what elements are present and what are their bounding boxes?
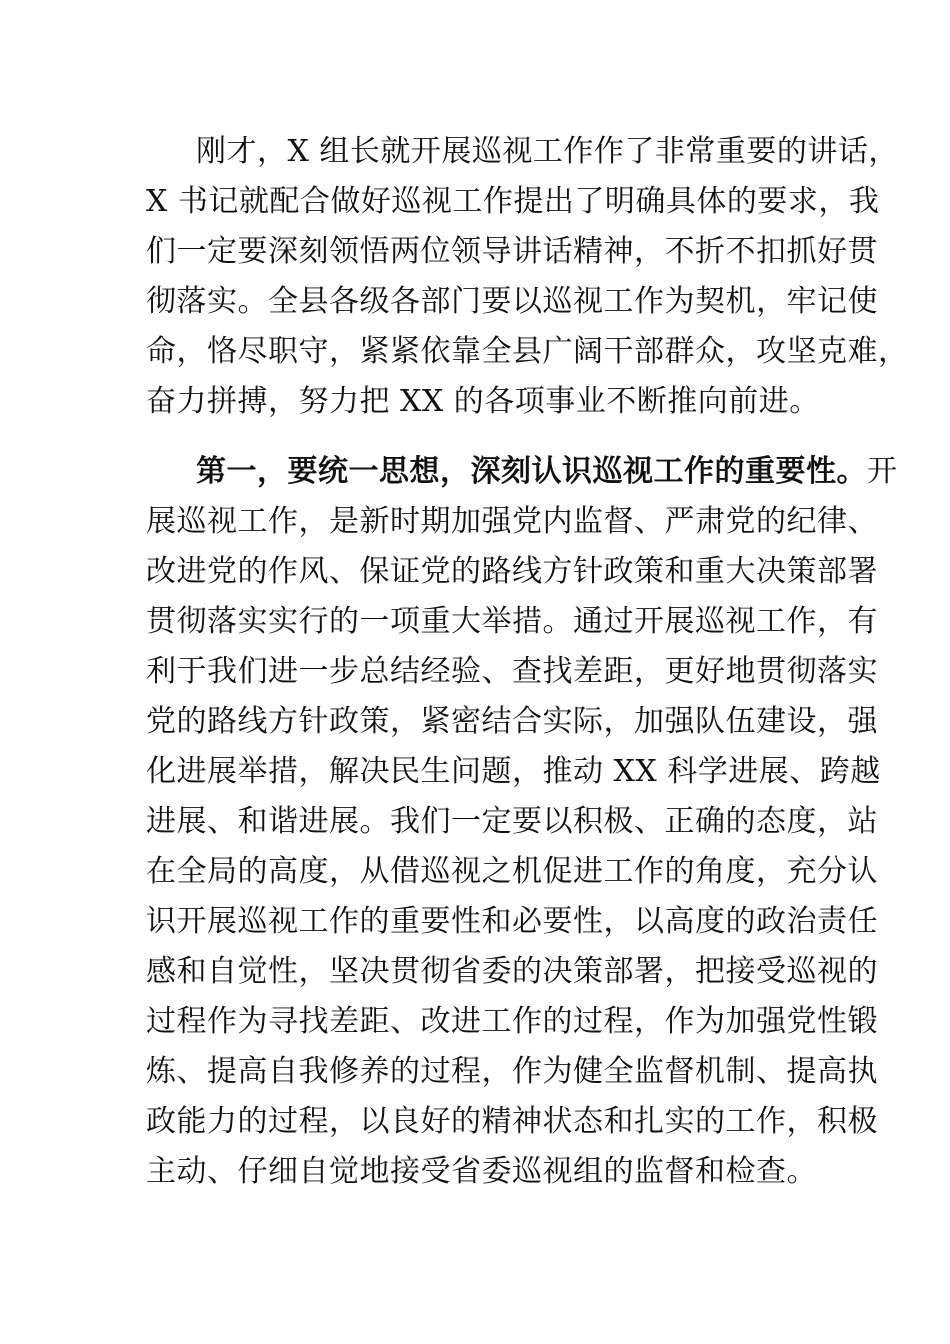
text-line: 政能力的过程，以良好的精神状态和扎实的工作，积极 (146, 1104, 878, 1139)
text-line: 彻落实。全县各级各部门要以巡视工作为契机，牢记使 (146, 284, 878, 319)
text-line: 感和自觉性，坚决贯彻省委的决策部署，把接受巡视的 (146, 954, 878, 989)
text-line: 贯彻落实实行的一项重大举措。通过开展巡视工作，有 (146, 604, 878, 639)
text-line: 进展、和谐进展。我们一定要以积极、正确的态度，站 (146, 804, 878, 839)
text-line: X 书记就配合做好巡视工作提出了明确具体的要求，我 (146, 184, 880, 219)
text-line: 刚才，X 组长就开展巡视工作作了非常重要的讲话， (196, 134, 899, 169)
text-line: 展巡视工作，是新时期加强党内监督、严肃党的纪律、 (146, 504, 878, 539)
section-heading: 第一，要统一思想，深刻认识巡视工作的重要性。 (196, 454, 867, 489)
text-line: 奋力拼搏，努力把 XX 的各项事业不断推向前进。 (146, 384, 820, 419)
text-line: 炼、提高自我修养的过程，作为健全监督机制、提高执 (146, 1054, 878, 1089)
text-line: 过程作为寻找差距、改进工作的过程，作为加强党性锻 (146, 1004, 878, 1039)
text-line: 们一定要深刻领悟两位领导讲话精神，不折不扣抓好贯 (146, 234, 878, 269)
text-line: 主动、仔细自觉地接受省委巡视组的监督和检查。 (146, 1154, 817, 1189)
text-line (196, 452, 896, 492)
text-line: 利于我们进一步总结经验、查找差距，更好地贯彻落实 (146, 654, 878, 689)
text-line: 在全局的高度，从借巡视之机促进工作的角度，充分认 (146, 854, 878, 889)
text-line: 党的路线方针政策，紧密结合实际，加强队伍建设，强 (146, 704, 878, 739)
text-run: 开 (867, 454, 898, 489)
text-line: 化进展举措，解决民生问题，推动 XX 科学进展、跨越 (146, 754, 881, 789)
text-line: 命，恪尽职守，紧紧依靠全县广阔干部群众，攻坚克难， (146, 334, 909, 369)
text-line: 改进党的作风、保证党的路线方针政策和重大决策部署 (146, 554, 878, 589)
text-line: 识开展巡视工作的重要性和必要性，以高度的政治责任 (146, 904, 878, 939)
